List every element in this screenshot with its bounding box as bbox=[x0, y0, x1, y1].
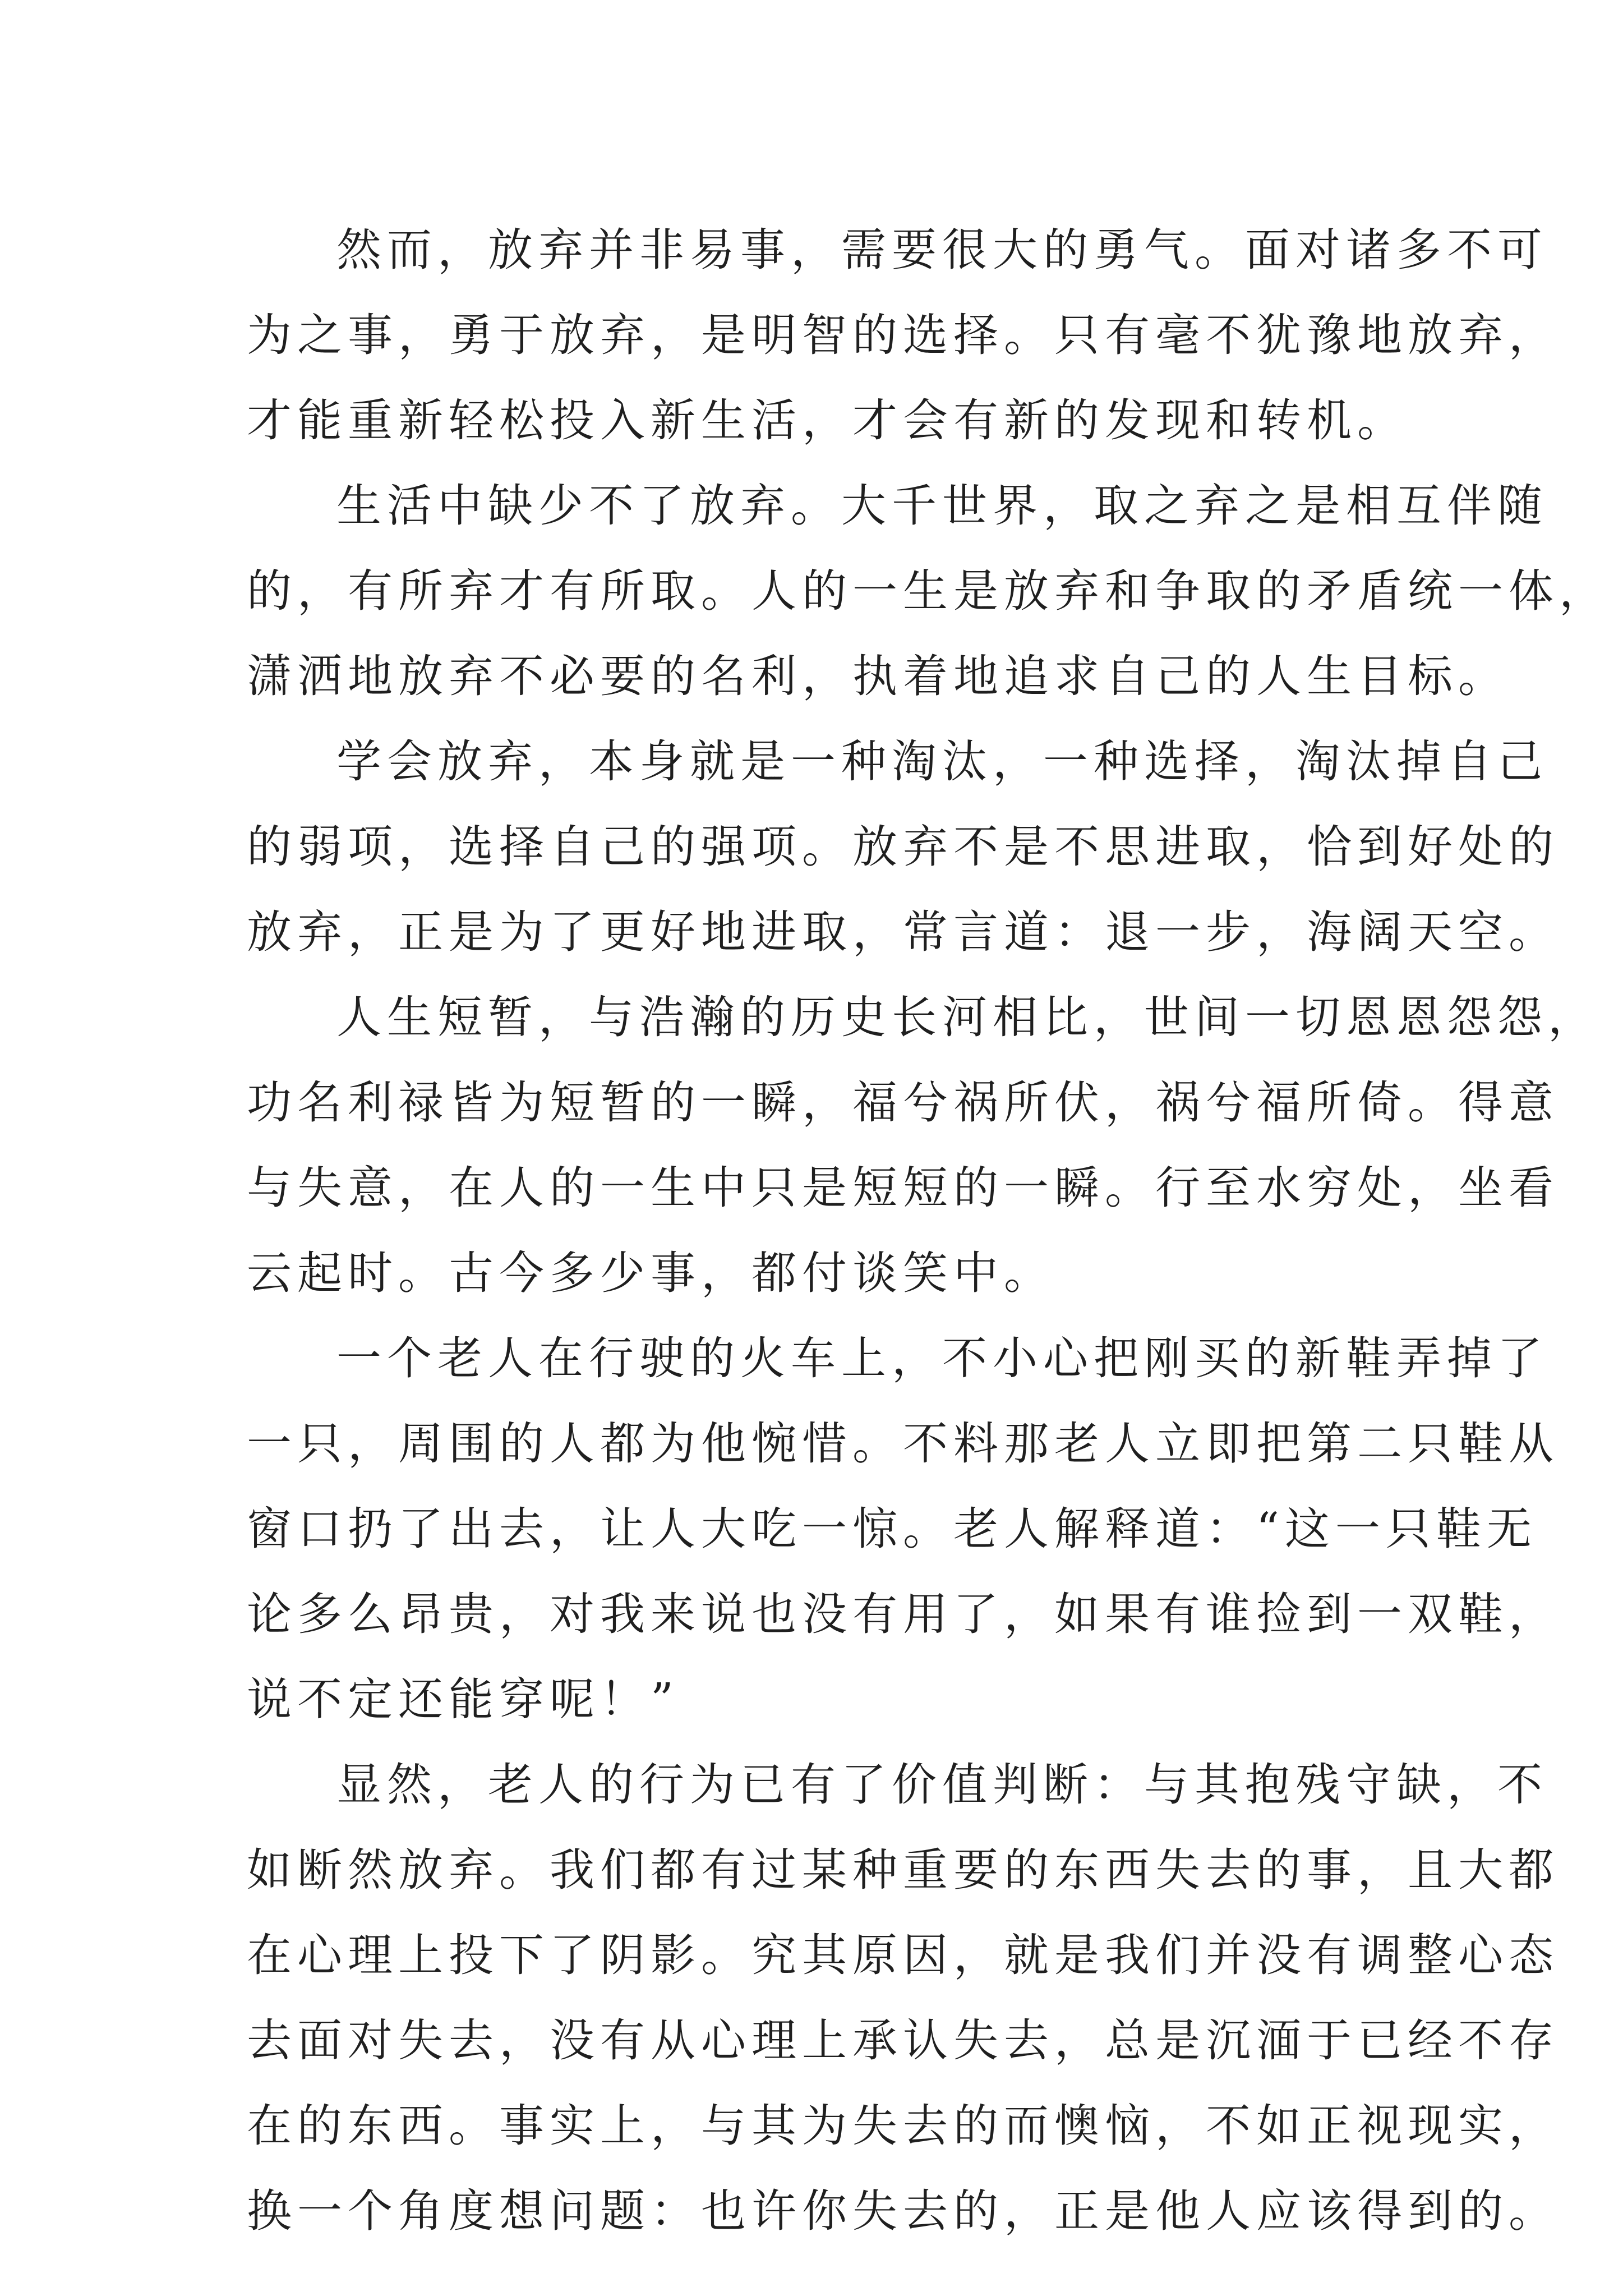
text-line: 人生短暂，与浩瀚的历史长河相比，世间一切恩恩怨怨， bbox=[336, 991, 1598, 1043]
document-body bbox=[247, 208, 1610, 2254]
paragraph-6 bbox=[247, 1742, 1559, 2254]
text-line: 的弱项，选择自己的强项。放弃不是不思进取，恰到好处的 bbox=[247, 821, 1559, 873]
text-line: 的，有所弃才有所取。人的一生是放弃和争取的矛盾统一体， bbox=[247, 565, 1610, 617]
text-line: 学会放弃，本身就是一种淘汰，一种选择，淘汰掉自己 bbox=[336, 735, 1548, 788]
paragraph-3 bbox=[247, 719, 1559, 975]
text-line: 生活中缺少不了放弃。大千世界，取之弃之是相互伴随 bbox=[336, 480, 1548, 532]
text-line: 潇洒地放弃不必要的名利，执着地追求自己的人生目标。 bbox=[247, 650, 1509, 702]
text-line: 说不定还能穿呢！” bbox=[247, 1673, 679, 1726]
paragraph-1 bbox=[247, 208, 1559, 463]
text-line: 如断然放弃。我们都有过某种重要的东西失去的事，且大都 bbox=[247, 1844, 1559, 1896]
text-line: 为之事，勇于放弃，是明智的选择。只有毫不犹豫地放弃， bbox=[247, 309, 1559, 361]
paragraph-4 bbox=[247, 975, 1598, 1316]
text-line: 显然，老人的行为已有了价值判断：与其抱残守缺，不 bbox=[336, 1759, 1548, 1811]
text-line: 在的东西。事实上，与其为失去的而懊恼，不如正视现实， bbox=[247, 2100, 1559, 2152]
paragraph-5 bbox=[247, 1316, 1559, 1742]
paragraph-2 bbox=[247, 463, 1610, 719]
text-line: 在心理上投下了阴影。究其原因，就是我们并没有调整心态 bbox=[247, 1929, 1559, 1981]
text-line: 云起时。古今多少事，都付谈笑中。 bbox=[247, 1247, 1054, 1299]
text-line: 窗口扔了出去，让人大吃一惊。老人解释道：“这一只鞋无 bbox=[247, 1503, 1537, 1555]
text-line: 功名利禄皆为短暂的一瞬，福兮祸所伏，祸兮福所倚。得意 bbox=[247, 1076, 1559, 1129]
text-line: 一个老人在行驶的火车上，不小心把刚买的新鞋弄掉了 bbox=[336, 1332, 1548, 1384]
text-line: 放弃，正是为了更好地进取，常言道：退一步，海阔天空。 bbox=[247, 906, 1559, 958]
text-line: 论多么昂贵，对我来说也没有用了，如果有谁捡到一双鞋， bbox=[247, 1588, 1559, 1640]
text-line: 换一个角度想问题：也许你失去的，正是他人应该得到的。 bbox=[247, 2185, 1559, 2237]
text-line: 去面对失去，没有从心理上承认失去，总是沉湎于已经不存 bbox=[247, 2014, 1559, 2067]
text-line: 才能重新轻松投入新生活，才会有新的发现和转机。 bbox=[247, 394, 1408, 447]
text-line: 一只，周围的人都为他惋惜。不料那老人立即把第二只鞋从 bbox=[247, 1418, 1559, 1470]
text-line: 然而，放弃并非易事，需要很大的勇气。面对诸多不可 bbox=[336, 224, 1548, 276]
text-line: 与失意，在人的一生中只是短短的一瞬。行至水穷处，坐看 bbox=[247, 1162, 1559, 1214]
